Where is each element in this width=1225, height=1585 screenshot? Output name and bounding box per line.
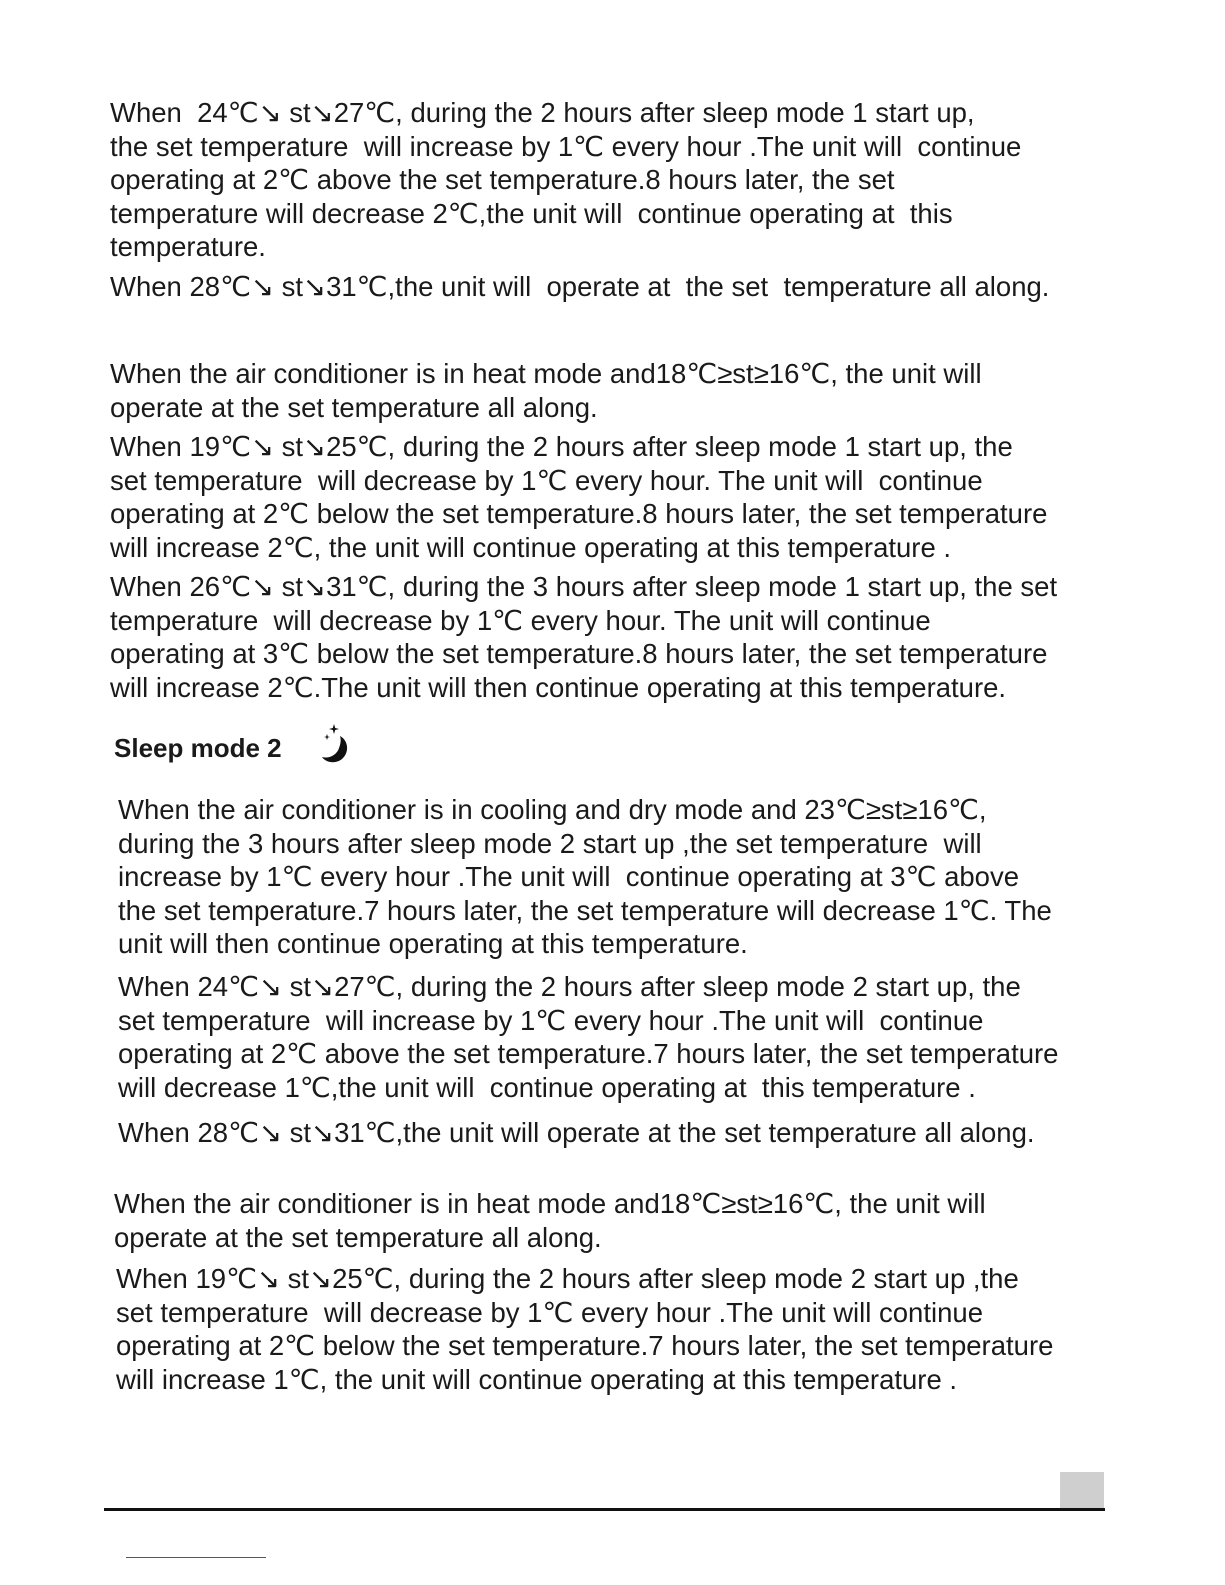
text-line: set temperature will decrease by 1℃ every hour. The unit will continue [110, 464, 983, 496]
text-line: set temperature will increase by 1℃ every hour .The unit will continue [118, 1004, 984, 1036]
s1-heat-para-1 [110, 357, 982, 424]
text-line: during the 3 hours after sleep mode 2 start up ,the set temperature will [118, 827, 982, 859]
s2-heat-para-2 [116, 1262, 1053, 1396]
page-number-box [1060, 1472, 1104, 1508]
text-line: operate at the set temperature all along. [114, 1221, 602, 1253]
s1-cool-para-1 [110, 96, 1021, 264]
text-line: operating at 2℃ below the set temperature.7 hours later, the set temperature [116, 1330, 1054, 1361]
text-line: the set temperature.7 hours later, the set temperature will decrease 1℃. The [118, 894, 1052, 926]
s2-cool-para-1 [118, 793, 1052, 961]
text-line: operating at 2℃ above the set temperature.7 hours later, the set temperature [118, 1038, 1059, 1069]
text-line: When the air conditioner is in heat mode and18℃≥st≥16℃, the unit will [110, 358, 982, 389]
text-line: When the air conditioner is in heat mode and18℃≥st≥16℃, the unit will [114, 1188, 986, 1219]
s2-cool-para-2 [118, 970, 1058, 1104]
text-line: When 19℃↘ st↘25℃, during the 2 hours after sleep mode 1 start up, the [110, 431, 1013, 462]
text-line: will increase 1℃, the unit will continue operating at this temperature . [116, 1363, 958, 1395]
s2-cool-para-3 [118, 1116, 1035, 1150]
text-line: the set temperature will increase by 1℃ every hour .The unit will continue [110, 130, 1022, 162]
text-line: When 19℃↘ st↘25℃, during the 2 hours after sleep mode 2 start up ,the [116, 1263, 1019, 1294]
text-line: When the air conditioner is in cooling and dry mode and 23℃≥st≥16℃, [118, 794, 987, 825]
s2-heat-para-1 [114, 1187, 986, 1254]
text-line: will decrease 1℃,the unit will continue operating at this temperature . [118, 1071, 976, 1103]
text-line: unit will then continue operating at this temperature. [118, 928, 748, 959]
text-line: operating at 2℃ below the set temperature.8 hours later, the set temperature [110, 498, 1048, 529]
text-line: When 24℃↘ st↘27℃, during the 2 hours after sleep mode 2 start up, the [118, 971, 1021, 1002]
text-line: operating at 2℃ above the set temperature.8 hours later, the set [110, 164, 895, 195]
footer-link-underline [126, 1557, 266, 1558]
text-line: temperature will decrease by 1℃ every hour. The unit will continue [110, 604, 931, 636]
text-line: When 28℃↘ st↘31℃,the unit will operate at the set temperature all along. [118, 1117, 1035, 1148]
text-line: will increase 2℃, the unit will continue operating at this temperature . [110, 531, 952, 563]
text-line: When 28℃↘ st↘31℃,the unit will operate at the set temperature all along. [110, 271, 1050, 302]
text-line: temperature. [110, 231, 266, 262]
text-line: will increase 2℃.The unit will then continue operating at this temperature. [110, 671, 1007, 703]
sleep-mode-2-heading: Sleep mode 2 [114, 733, 282, 763]
text-line: operating at 3℃ below the set temperature.8 hours later, the set temperature [110, 638, 1048, 669]
text-line: When 26℃↘ st↘31℃, during the 3 hours after sleep mode 1 start up, the set [110, 571, 1058, 602]
moon-stars-icon [314, 722, 358, 766]
text-line: temperature will decrease 2℃,the unit will continue operating at this [110, 197, 953, 229]
text-line: increase by 1℃ every hour .The unit will continue operating at 3℃ above [118, 861, 1020, 892]
text-line: When 24℃↘ st↘27℃, during the 2 hours after sleep mode 1 start up, [110, 97, 975, 128]
footer-rule [104, 1508, 1105, 1511]
text-line: set temperature will decrease by 1℃ every hour .The unit will continue [116, 1296, 983, 1328]
s1-heat-para-2 [110, 430, 1047, 564]
text-line: operate at the set temperature all along. [110, 391, 598, 423]
s1-heat-para-3 [110, 570, 1057, 704]
s1-cool-para-2 [110, 270, 1049, 304]
